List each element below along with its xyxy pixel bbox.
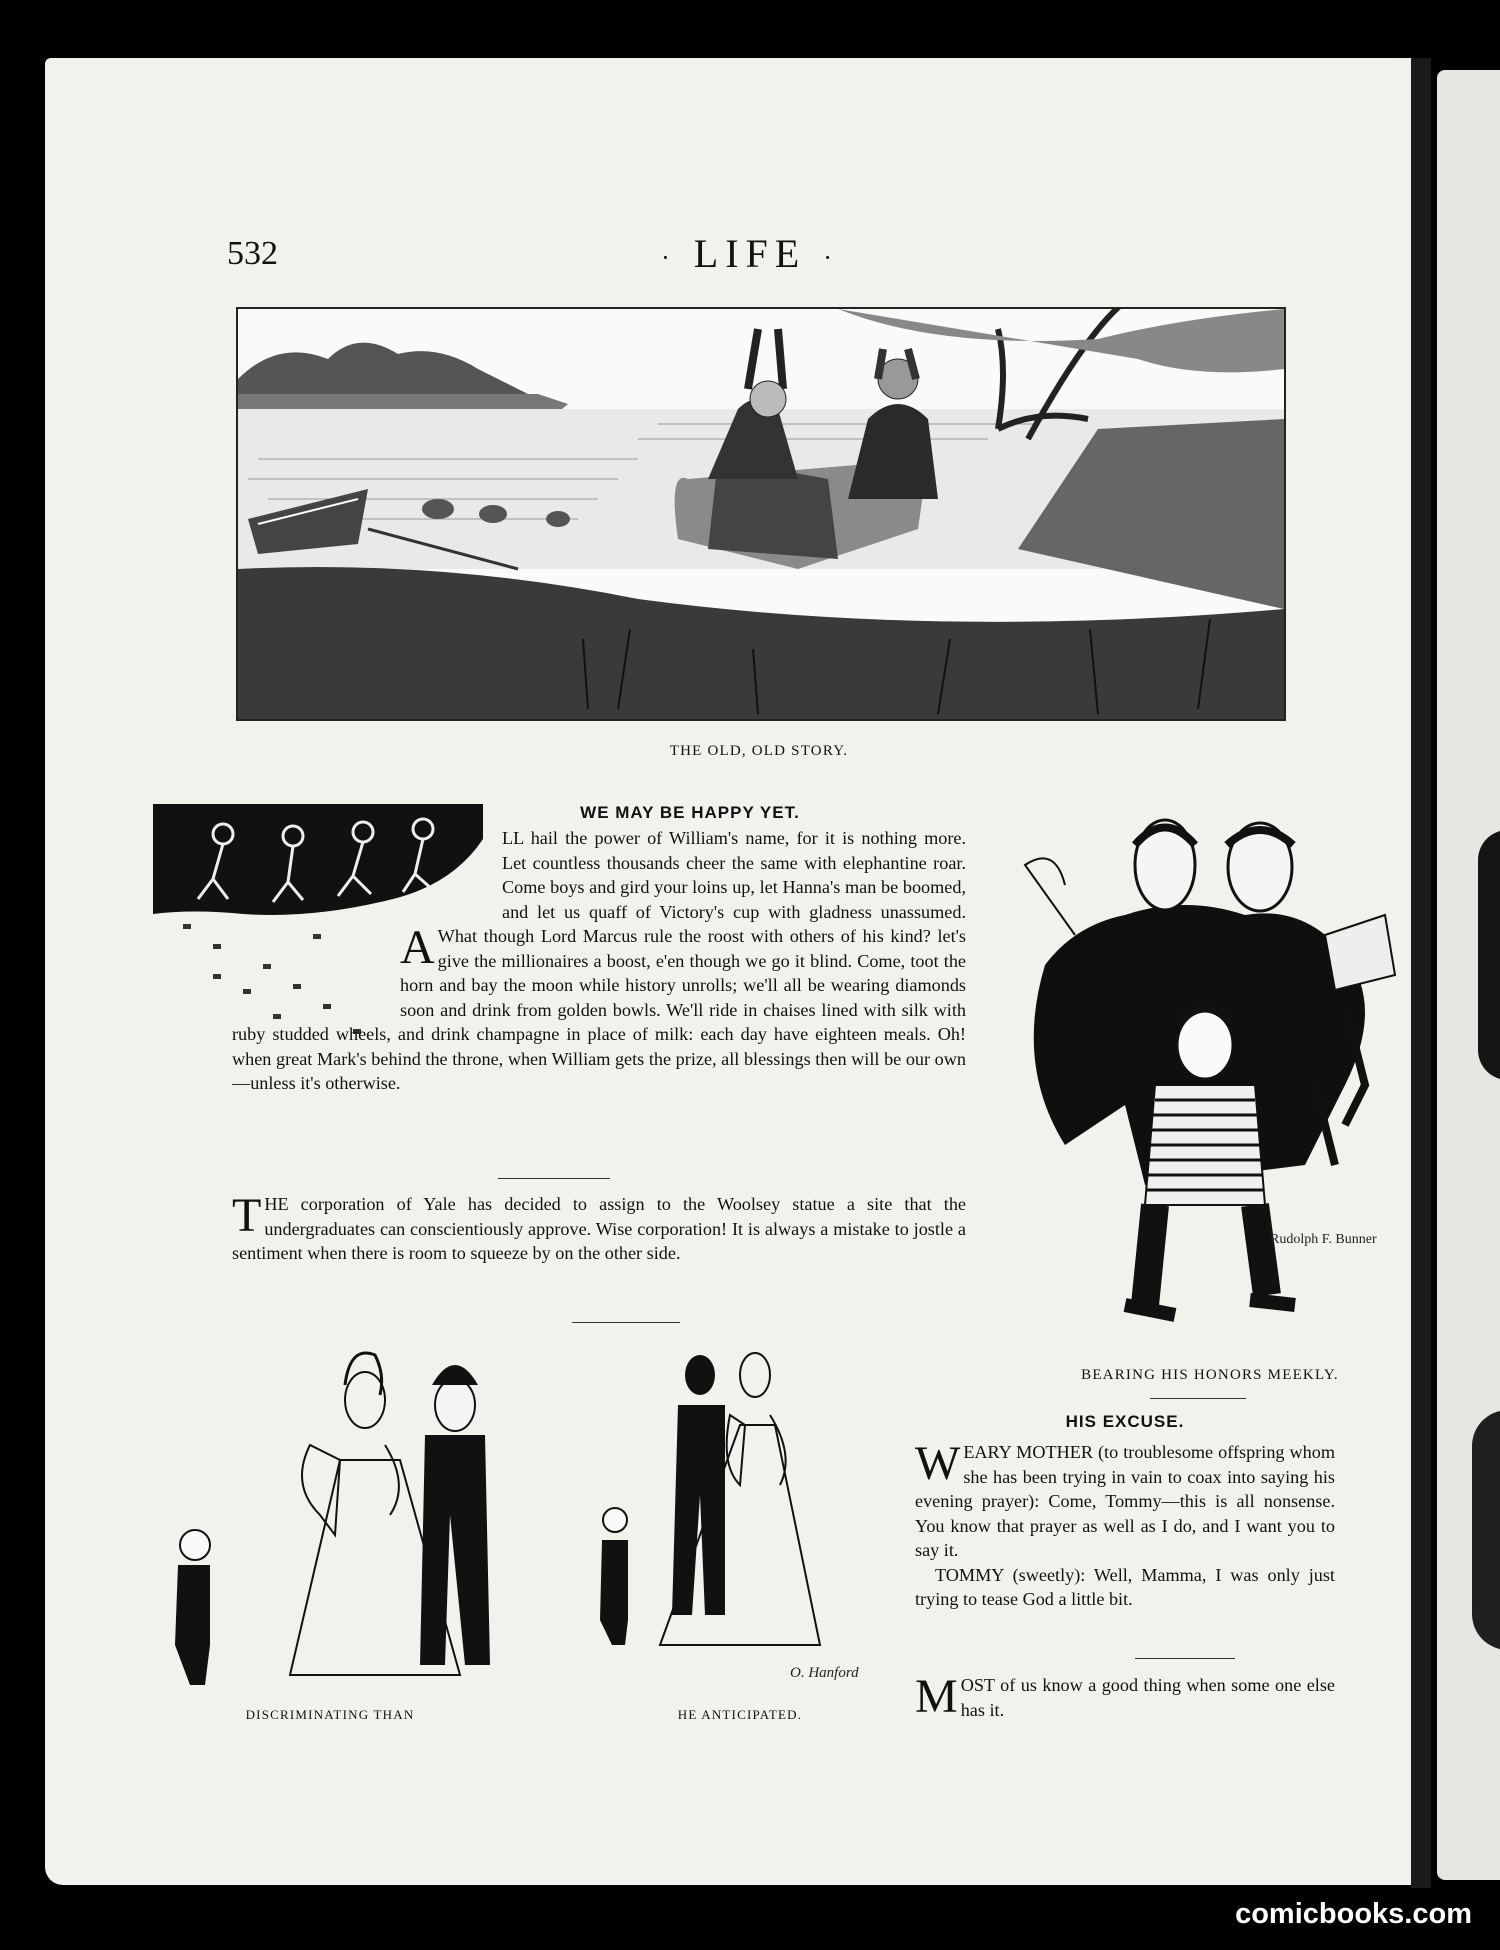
adjacent-page-image-1 [1478,830,1500,1080]
masthead-ornament-right: · [823,242,839,272]
text-wrap-spacer-lower [232,924,400,1022]
story-heading-we-may-be-happy-yet: WE MAY BE HAPPY YET. [580,803,800,822]
text-wrap-spacer-upper [232,826,502,924]
bottom-middle-caption: HE ANTICIPATED. [677,1707,803,1722]
his-excuse-paragraph-1 [915,1437,1335,1563]
masthead [0,230,1500,277]
bottom-middle-illustration [580,1345,900,1690]
top-illustration [236,307,1286,721]
right-illustration-caption: BEARING HIS HONORS MEEKLY. [1081,1367,1339,1383]
story-heading-his-excuse: HIS EXCUSE. [1065,1412,1185,1431]
story-body-text: OST of us know a good thing when some one else has it. [960,1675,1335,1720]
couple-and-boy-drawing [170,1285,490,1685]
drop-cap-t: T [232,1189,262,1242]
drop-cap-a: A [400,921,435,974]
section-divider [498,1178,610,1179]
bottom-left-illustration [170,1285,490,1685]
story-his-excuse [915,1437,1335,1612]
story-we-may-be-happy-yet [232,826,966,1096]
his-excuse-paragraph-2: TOMMY (sweetly): Well, Mamma, I was only just trying to tease God a little bit. [915,1564,1335,1609]
drop-cap-m: M [915,1670,958,1723]
adjacent-page-image-2 [1472,1410,1500,1650]
illustration-signature: O. Hanford [790,1665,859,1681]
section-divider [1135,1658,1235,1659]
story-body-text: EARY MOTHER (to troublesome offspring whom she has been trying in vain to coax into saying his evening prayer): Come, Tommy—this is all nonsense. You know that prayer as well as I do, and I want you to say it. [915,1442,1335,1560]
watermark: comicbooks.com [1235,1898,1472,1930]
illustration-signature: Rudolph F. Bunner [1270,1232,1377,1247]
story-body-text: HE corporation of Yale has decided to assign to the Woolsey statue a site that the undergraduates can conscientiously approve. Wise corporation! It is always a mistake to jostle a sentiment when there is room to squeeze by on the other side. [232,1194,966,1263]
couple-and-boy-rear-drawing [580,1345,900,1690]
section-divider [1150,1398,1246,1399]
page-number: 532 [227,235,278,272]
section-divider [572,1322,680,1323]
bottom-left-caption: DISCRIMINATING THAN [245,1707,415,1722]
story-most-of-us [915,1670,1335,1723]
drop-cap-w: W [915,1437,961,1490]
right-illustration [1005,805,1415,1350]
masthead-ornament-left: · [661,242,677,272]
story-body-text: LL hail the power of William's name, for it is nothing more. Let countless thousands cheer the same with elephantine roar. Come boys and gird your loins up, let Hanna's man be boomed, and let us quaff of Victory's cup with gladness unassumed. What though Lord Marcus rule the roost with others of his kind? let's give the millionaires a boost, e'en though we go it blind. Come, toot the horn and bay the moon while history unrolls; we'll all be wearing diamonds soon and drink from golden bowls. We'll ride in chaises lined with silk with ruby studded wheels, and drink champagne in place of milk: each day have eighteen meals. Oh! when great Mark's behind the throne, when William gets the prize, all blessings then will be our own—unless it's otherwise. [232,828,966,1093]
story-yale-woolsey-statue [232,1189,966,1266]
masthead-title: LIFE [693,231,807,276]
lake-scene-drawing [238,309,1284,719]
three-figures-drawing [1005,805,1415,1350]
top-illustration-caption: THE OLD, OLD STORY. [669,743,849,759]
